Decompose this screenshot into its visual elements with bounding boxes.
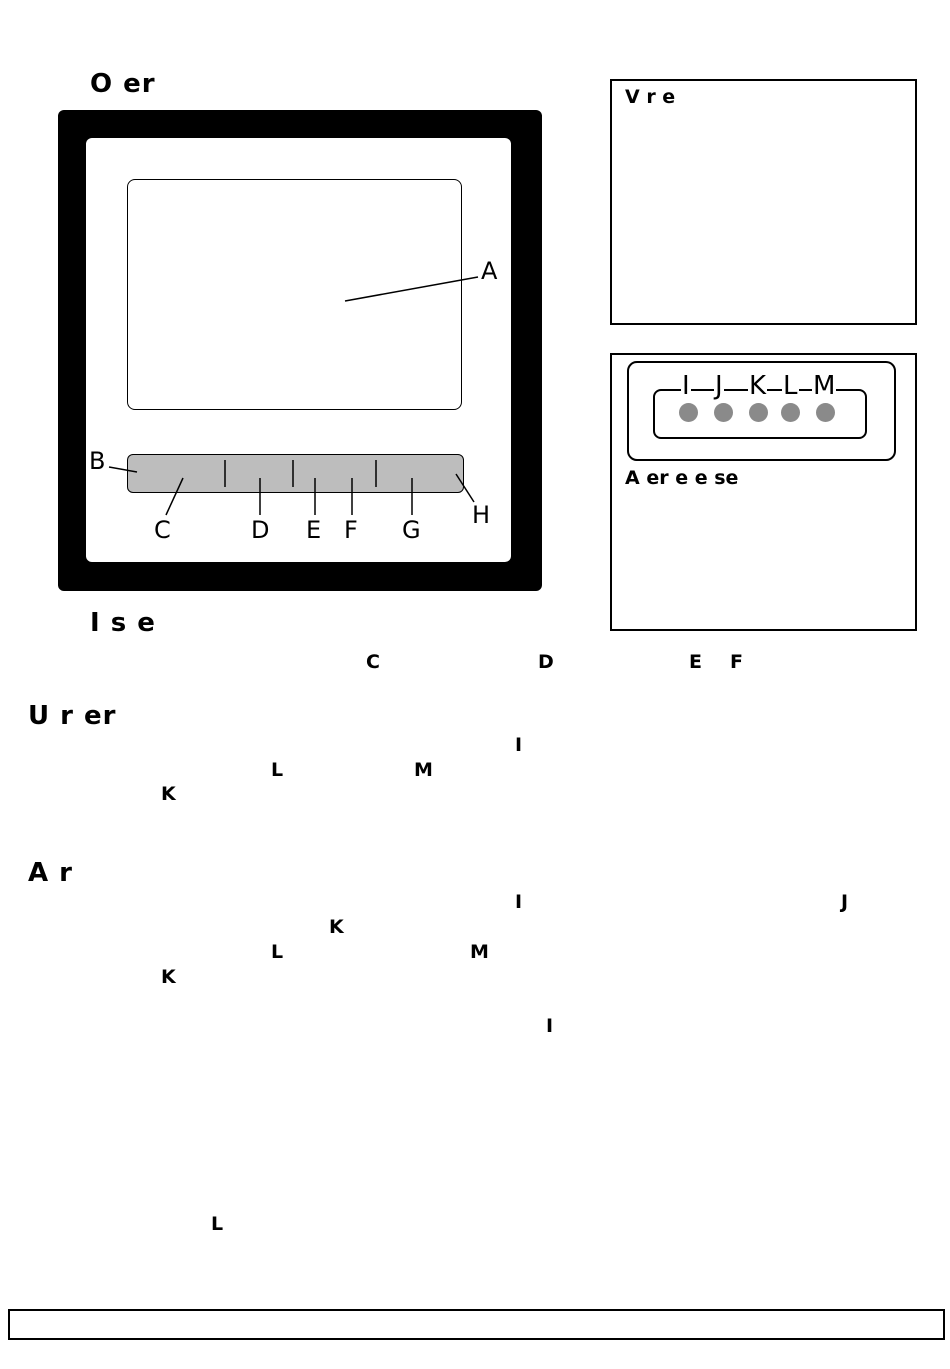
leader-h — [456, 474, 474, 502]
heading-overview: O er — [90, 69, 156, 99]
heading-advanced: A r — [28, 858, 73, 888]
callout-f: F — [344, 516, 358, 544]
callout-c: C — [154, 516, 171, 544]
ref-adv-m: M — [470, 941, 489, 963]
ref-adv-l2: L — [211, 1213, 224, 1235]
led-label-m: M — [813, 371, 836, 401]
led-indicator-m — [816, 403, 835, 422]
ref-adv-i: I — [515, 891, 523, 913]
version-box — [610, 79, 917, 325]
footer-bar — [8, 1309, 945, 1340]
ref-e: E — [689, 651, 702, 673]
callout-b: B — [89, 447, 106, 475]
ref-adv-l: L — [271, 941, 284, 963]
led-label-j: J — [715, 371, 723, 401]
heading-user-mode: U r er — [28, 701, 117, 731]
ref-user-l: L — [271, 759, 284, 781]
ref-adv-i2: I — [546, 1015, 554, 1037]
led-label-l: L — [783, 371, 798, 401]
version-box-title: V r e — [625, 86, 676, 108]
ref-d: D — [538, 651, 554, 673]
leader-a — [345, 277, 478, 301]
led-label-i: I — [682, 371, 690, 401]
callout-a: A — [481, 257, 498, 285]
heading-installation: I s e — [90, 608, 156, 638]
ref-user-m: M — [414, 759, 433, 781]
led-indicator-i — [679, 403, 698, 422]
ref-c: C — [366, 651, 380, 673]
led-box-caption: A er e e se — [625, 467, 739, 489]
callout-d: D — [251, 516, 270, 544]
led-indicator-l — [781, 403, 800, 422]
ref-user-i: I — [515, 734, 523, 756]
led-indicator-k — [749, 403, 768, 422]
ref-adv-k: K — [329, 916, 344, 938]
ref-adv-k2: K — [161, 966, 176, 988]
callout-h: H — [472, 501, 491, 529]
ref-f: F — [730, 651, 743, 673]
ref-user-k: K — [161, 783, 176, 805]
ref-adv-j: J — [841, 891, 849, 913]
callout-e: E — [306, 516, 322, 544]
callout-g: G — [402, 516, 421, 544]
led-indicator-j — [714, 403, 733, 422]
leader-b — [109, 467, 137, 472]
leader-c — [166, 478, 183, 515]
led-label-k: K — [749, 371, 767, 401]
